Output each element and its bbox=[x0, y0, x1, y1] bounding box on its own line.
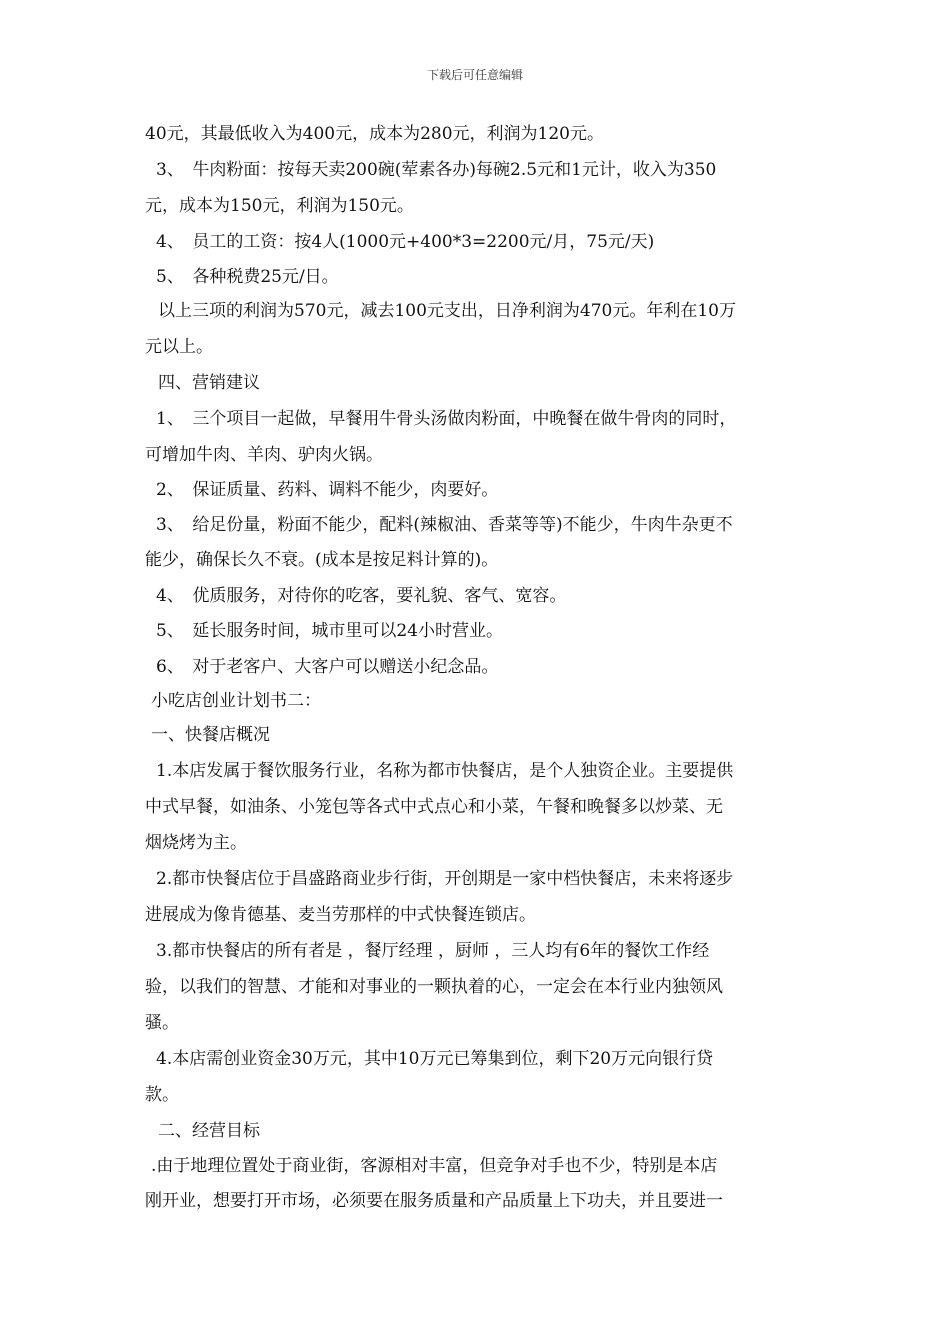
text-line: 骚。 bbox=[145, 1013, 179, 1033]
text-line: 款。 bbox=[145, 1085, 179, 1105]
text-line: 以上三项的利润为570元，减去100元支出，日净利润为470元。年利在10万 bbox=[158, 301, 736, 321]
section-heading: 一、快餐店概况 bbox=[151, 725, 270, 745]
text-line: 3、 牛肉粉面：按每天卖200碗(荤素各办)每碗2.5元和1元计，收入为350 bbox=[156, 160, 717, 180]
text-line: 中式早餐，如油条、小笼包等各式中式点心和小菜，午餐和晚餐多以炒菜、无 bbox=[145, 797, 723, 817]
text-line: 1、 三个项目一起做，早餐用牛骨头汤做肉粉面，中晚餐在做牛骨肉的同时， bbox=[156, 409, 737, 429]
text-line: 烟烧烤为主。 bbox=[145, 833, 247, 853]
text-line: 2、 保证质量、药料、调料不能少，肉要好。 bbox=[156, 480, 499, 500]
text-line: 1.本店发属于餐饮服务行业，名称为都市快餐店，是个人独资企业。主要提供 bbox=[156, 761, 734, 781]
text-line: 6、 对于老客户、大客户可以赠送小纪念品。 bbox=[156, 657, 499, 677]
text-line: 2.都市快餐店位于昌盛路商业步行街，开创期是一家中档快餐店，未来将逐步 bbox=[156, 869, 734, 889]
text-line: 元，成本为150元，利润为150元。 bbox=[145, 196, 414, 216]
section-heading: 四、营销建议 bbox=[158, 373, 260, 393]
text-line: 元以上。 bbox=[145, 337, 213, 357]
section-heading: 二、经营目标 bbox=[158, 1121, 260, 1141]
section-heading: 小吃店创业计划书二： bbox=[151, 691, 321, 711]
text-line: 3、 给足份量，粉面不能少，配料(辣椒油、香菜等等)不能少，牛肉牛杂更不 bbox=[156, 515, 733, 535]
text-line: 验，以我们的智慧、才能和对事业的一颗执着的心，一定会在本行业内独领风 bbox=[145, 977, 723, 997]
text-line: 3.都市快餐店的所有者是 ，餐厅经理 ，厨师 ，三人均有6年的餐饮工作经 bbox=[156, 941, 710, 961]
text-line: 5、 延长服务时间，城市里可以24小时营业。 bbox=[156, 621, 503, 641]
text-line: 4、 优质服务，对待你的吃客，要礼貌、客气、宽容。 bbox=[156, 586, 567, 606]
text-line: 进展成为像肯德基、麦当劳那样的中式快餐连锁店。 bbox=[145, 905, 536, 925]
text-line: 刚开业，想要打开市场，必须要在服务质量和产品质量上下功夫，并且要进一 bbox=[145, 1191, 723, 1211]
text-line: 可增加牛肉、羊肉、驴肉火锅。 bbox=[145, 445, 383, 465]
text-line: 5、 各种税费25元/日。 bbox=[156, 267, 339, 287]
page-header: 下载后可任意编辑 bbox=[426, 68, 523, 82]
text-line: 4、 员工的工资：按4人(1000元+400*3=2200元/月，75元/天) bbox=[156, 232, 655, 252]
text-line: 4.本店需创业资金30万元，其中10万元已筹集到位，剩下20万元向银行贷 bbox=[156, 1049, 714, 1069]
text-line: 能少，确保长久不衰。(成本是按足料计算的)。 bbox=[145, 550, 499, 570]
text-line: .由于地理位置处于商业街，客源相对丰富，但竞争对手也不少，特别是本店 bbox=[151, 1156, 718, 1176]
text-line: 40元，其最低收入为400元，成本为280元，利润为120元。 bbox=[145, 124, 604, 144]
